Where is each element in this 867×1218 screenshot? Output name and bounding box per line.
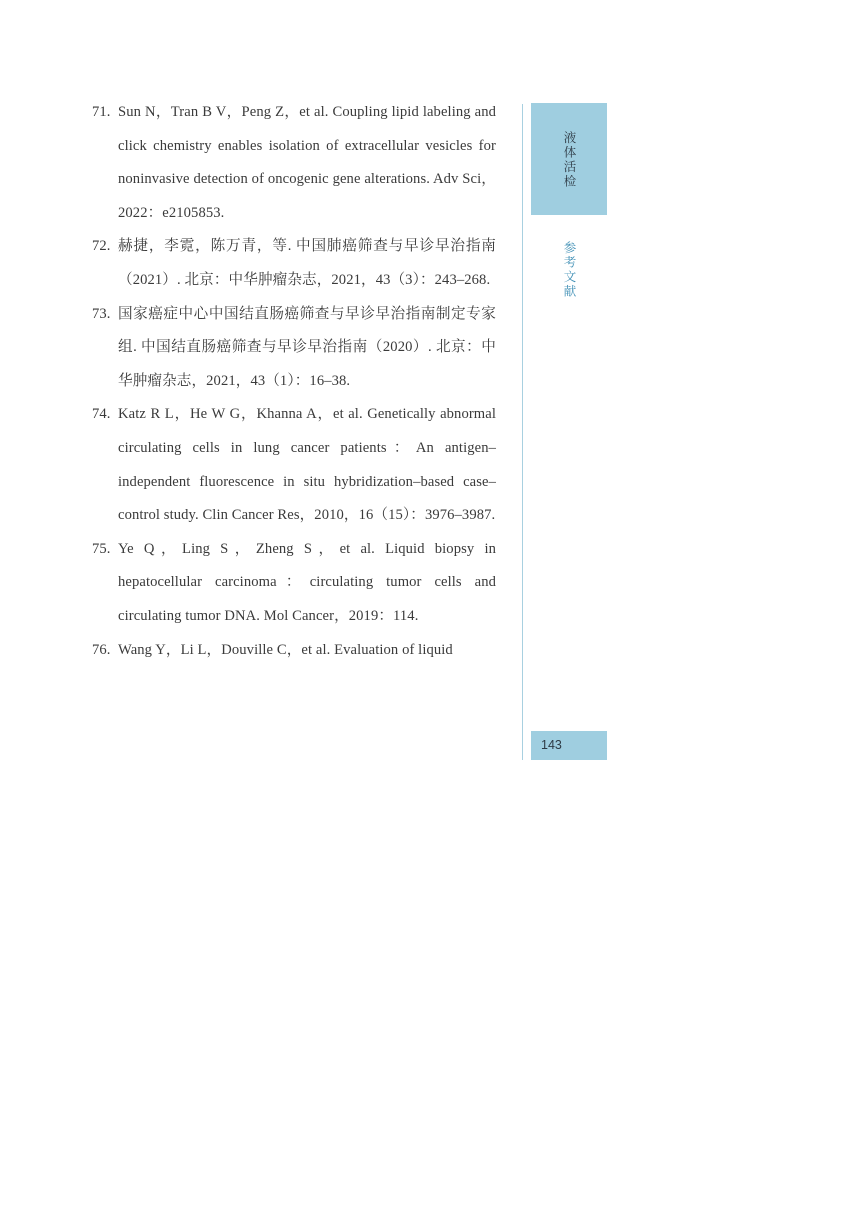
chapter-tab (531, 103, 607, 215)
section-label (531, 241, 607, 299)
reference-item-74 (92, 398, 496, 532)
reference-number: 75. (92, 540, 111, 557)
reference-number: 71. (92, 104, 111, 120)
reference-number: 73. (92, 305, 111, 322)
reference-list (92, 96, 496, 667)
section-label-text: 参考文献 (562, 241, 577, 299)
reference-text: 国家癌症中心中国结直肠癌筛查与早诊早治指南制定专家组. 中国结直肠癌筛查与早诊早治指南（2020）. 北京：中华肿瘤杂志，2021，43（1）：16–38. (118, 305, 496, 389)
page-number: 143 (531, 731, 607, 760)
reference-item-73 (92, 298, 496, 399)
reference-item-71 (92, 96, 496, 230)
reference-number: 74. (92, 406, 111, 423)
reference-item-75 (92, 533, 496, 634)
reference-text: Katz R L，He W G，Khanna A，et al. Genetically abnormal circulating cells in lung cancer patients：An antigen–independent fluorescence in situ hybridization–based case–control study. Clin Cancer Res，2010，16（15）：3976–3987. (118, 406, 496, 524)
reference-item-76 (92, 634, 496, 668)
reference-item-72 (92, 230, 496, 297)
reference-text: Sun N，Tran B V，Peng Z，et al. Coupling lipid labeling and click chemistry enables isolation of extracellular vesicles for noninvasive detection of oncogenic gene alterations. Adv Sci，2022：e2105853. (118, 104, 496, 221)
reference-text: Ye Q，Ling S，Zheng S，et al. Liquid biopsy in hepatocellular carcinoma：circulating tumor cells and circulating tumor DNA. Mol Cancer，2019：114. (118, 540, 496, 624)
reference-text: Wang Y，Li L，Douville C，et al. Evaluation of liquid (118, 641, 453, 658)
margin-divider (522, 104, 523, 760)
reference-number: 72. (92, 238, 111, 255)
reference-number: 76. (92, 641, 111, 658)
reference-text: 赫捷，李霓，陈万青，等. 中国肺癌筛查与早诊早治指南（2021）. 北京：中华肿瘤杂志，2021，43（3）：243–268. (118, 238, 496, 288)
chapter-tab-label: 液体活检 (562, 131, 577, 189)
